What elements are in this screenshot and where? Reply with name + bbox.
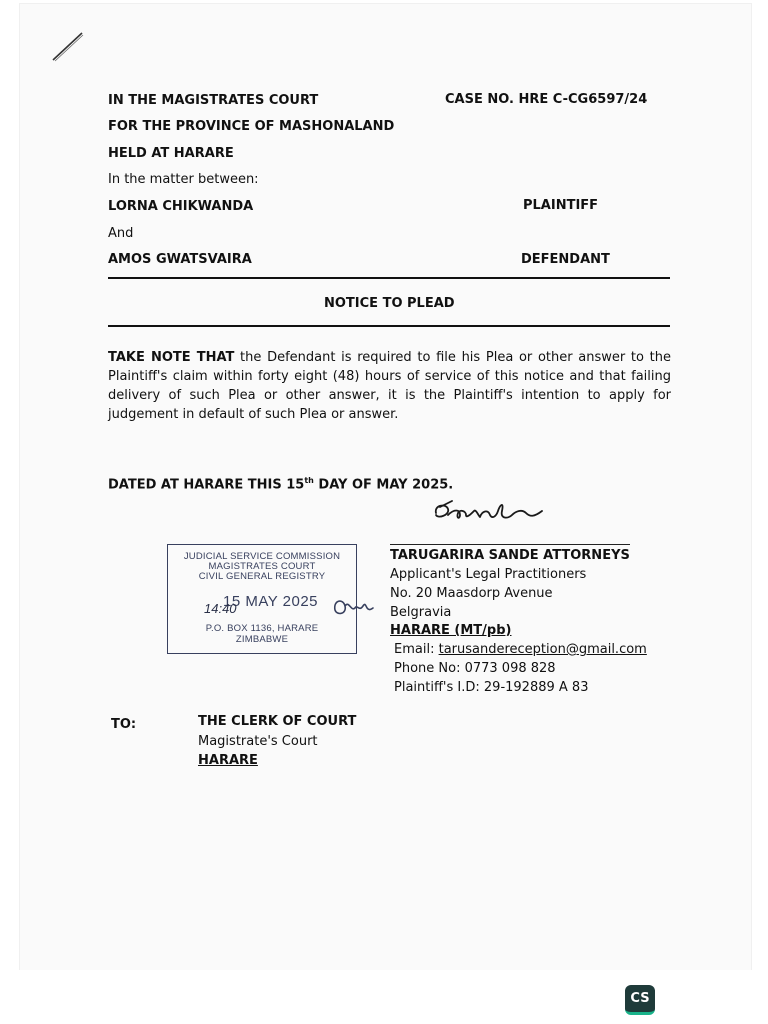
stamp-initials — [327, 590, 377, 624]
dated-prefix: DATED AT HARARE THIS 15 — [108, 477, 305, 493]
firm-city: HARARE (MT/pb) — [390, 623, 512, 638]
court-location: HELD AT HARARE — [108, 146, 234, 161]
plaintiff-id: Plaintiff's I.D: 29-192889 A 83 — [394, 680, 589, 695]
notice-body — [108, 348, 671, 424]
stamp-line-1: JUDICIAL SERVICE COMMISSION — [183, 551, 341, 562]
and-text: And — [108, 226, 134, 241]
firm-email-row — [394, 642, 647, 657]
stamp-line-4: P.O. BOX 1136, HARARE — [205, 623, 319, 634]
stamp-line-5: ZIMBABWE — [235, 634, 289, 645]
to-label: TO: — [111, 717, 137, 732]
stamp-time: 14:40 — [204, 601, 237, 616]
email-label: Email: — [394, 642, 439, 657]
to-recipient: THE CLERK OF COURT — [198, 714, 357, 729]
signature-line — [390, 544, 630, 545]
to-court: Magistrate's Court — [198, 734, 318, 749]
stamp-line-2: MAGISTRATES COURT — [208, 561, 316, 572]
handwritten-signature — [430, 497, 550, 533]
divider-bottom — [108, 325, 670, 327]
plaintiff-role: PLAINTIFF — [523, 198, 599, 213]
matter-between: In the matter between: — [108, 172, 259, 187]
email-link[interactable]: tarusandereception@gmail.com — [438, 642, 647, 657]
firm-role: Applicant's Legal Practitioners — [390, 567, 587, 582]
firm-phone: Phone No: 0773 098 828 — [394, 661, 556, 676]
dated-suffix: DAY OF MAY 2025. — [313, 477, 454, 493]
dated-line — [108, 476, 453, 492]
camscanner-logo-icon: CS — [625, 985, 655, 1015]
firm-name: TARUGARIRA SANDE ATTORNEYS — [390, 548, 630, 563]
defendant-name: AMOS GWATSVAIRA — [108, 252, 252, 267]
firm-address-2: Belgravia — [390, 605, 452, 620]
stamp-line-3: CIVIL GENERAL REGISTRY — [198, 571, 326, 582]
court-province: FOR THE PROVINCE OF MASHONALAND — [108, 119, 395, 134]
notice-lead: TAKE NOTE THAT — [108, 350, 235, 365]
court-name: IN THE MAGISTRATES COURT — [108, 93, 319, 108]
divider-top — [108, 277, 670, 279]
defendant-role: DEFENDANT — [521, 252, 610, 267]
case-number: CASE NO. HRE C-CG6597/24 — [445, 92, 648, 107]
notice-title: NOTICE TO PLEAD — [324, 296, 455, 311]
stamp-date: 15 MAY 2025 — [223, 593, 319, 610]
to-city: HARARE — [198, 753, 258, 768]
pen-mark — [48, 28, 88, 64]
dated-sup: th — [304, 476, 314, 485]
firm-address-1: No. 20 Maasdorp Avenue — [390, 586, 553, 601]
notice-text: the Defendant is required to file his Plea or other answer to the Plaintiff's claim within forty eight (48) hours of service of this notice and that failing delivery of such Plea or other answer, it is the Plaintiff's intention to apply for judgement in default of such Plea or answer. — [108, 350, 671, 422]
plaintiff-name: LORNA CHIKWANDA — [108, 199, 254, 214]
